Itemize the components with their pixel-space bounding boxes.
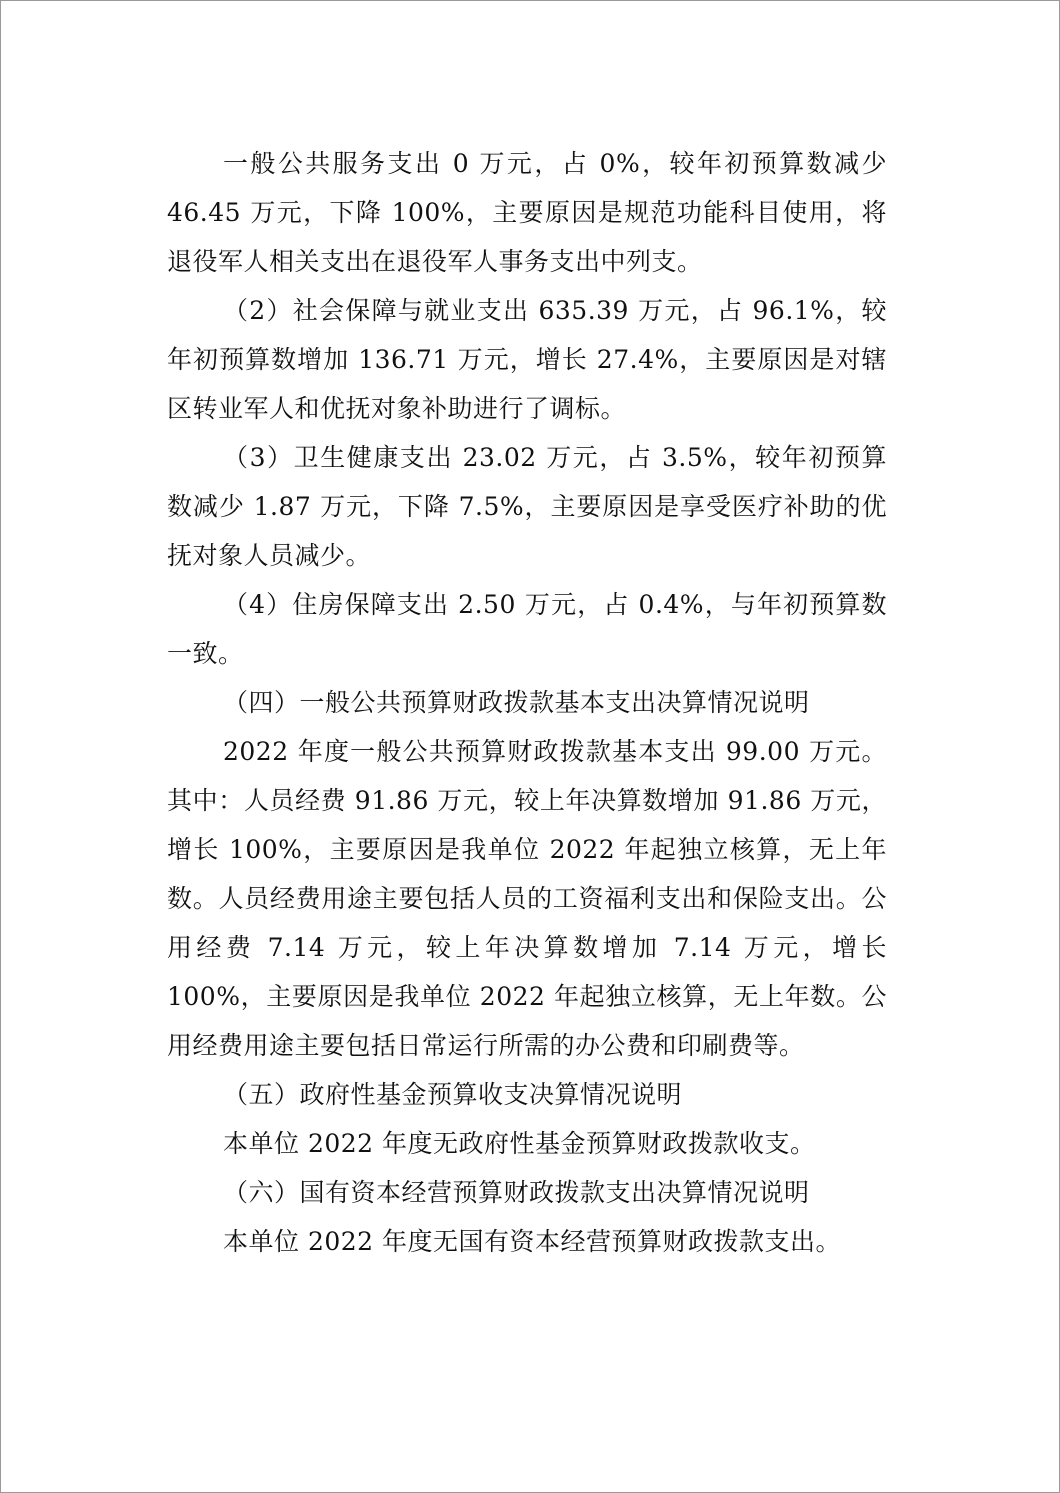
paragraph-basic-expenditure: 2022 年度一般公共预算财政拨款基本支出 99.00 万元。其中：人员经费 91.86 万元，较上年决算数增加 91.86 万元，增长 100%，主要原因是我单位 2022 年起独立核算，无上年数。人员经费用途主要包括人员的工资福利支出和保险支出。公用经费 7.14 万元，较上年决算数增加 7.14 万元，增长 100%，主要原因是我单位 2022 年起独立核算，无上年数。公用经费用途主要包括日常运行所需的办公费和印刷费等。 xyxy=(167,737,887,1060)
paragraph-social-security: （2）社会保障与就业支出 635.39 万元，占 96.1%，较年初预算数增加 136.71 万元，增长 27.4%，主要原因是对辖区转业军人和优抚对象补助进行了调标。 xyxy=(167,296,887,423)
section-heading-government-fund: （五）政府性基金预算收支决算情况说明 xyxy=(223,1080,683,1109)
paragraph-health: （3）卫生健康支出 23.02 万元，占 3.5%，较年初预算数减少 1.87 万元，下降 7.5%，主要原因是享受医疗补助的优抚对象人员减少。 xyxy=(167,443,887,570)
paragraph-government-fund: 本单位 2022 年度无政府性基金预算财政拨款收支。 xyxy=(223,1129,816,1158)
document-body xyxy=(167,139,887,1266)
section-heading-basic-expenditure: （四）一般公共预算财政拨款基本支出决算情况说明 xyxy=(223,688,810,717)
section-heading-state-capital: （六）国有资本经营预算财政拨款支出决算情况说明 xyxy=(223,1178,810,1207)
paragraph-housing: （4）住房保障支出 2.50 万元，占 0.4%，与年初预算数一致。 xyxy=(167,590,887,668)
paragraph-general-public-services: 一般公共服务支出 0 万元，占 0%，较年初预算数减少 46.45 万元，下降 100%，主要原因是规范功能科目使用，将退役军人相关支出在退役军人事务支出中列支。 xyxy=(167,149,887,276)
paragraph-state-capital: 本单位 2022 年度无国有资本经营预算财政拨款支出。 xyxy=(223,1227,842,1256)
